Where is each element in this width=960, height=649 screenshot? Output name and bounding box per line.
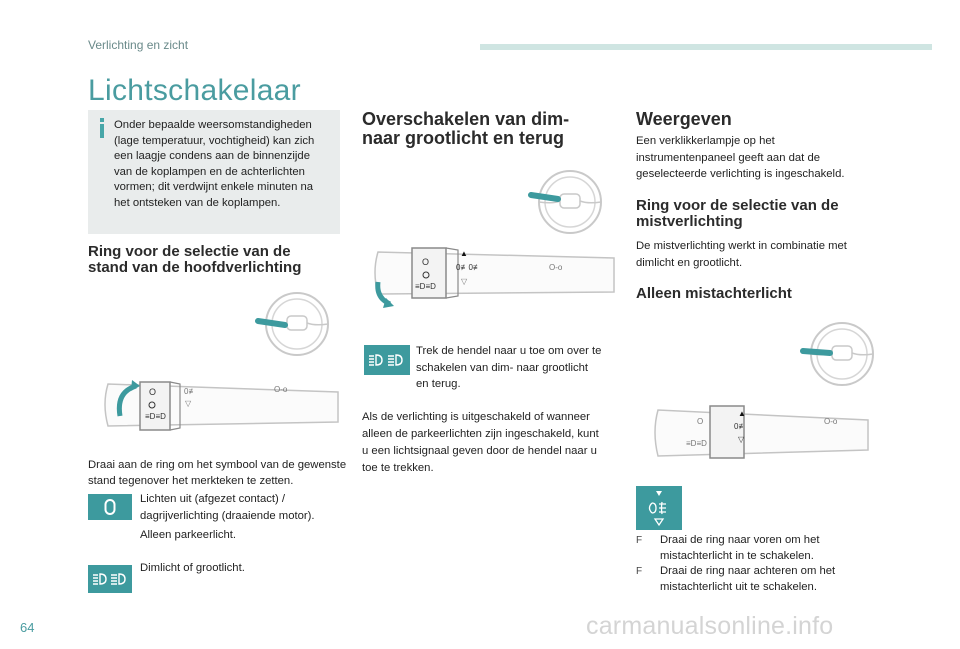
list-item [636,533,835,564]
lights-off-icon [103,498,117,516]
low-high-beam-icon [92,572,128,586]
heading-line: Ring voor de selectie van de [636,197,839,214]
low-high-beam-icon [368,353,406,367]
bullet-line: Draai de ring naar voren om het [660,534,820,546]
item-line: en terug. [416,378,461,390]
bullet-mark: F [636,535,643,546]
list-item [636,564,835,595]
rear-fog-symbol-box [636,486,682,530]
svg-text:O-o: O-o [549,263,563,272]
heading-line: Ring voor de selectie van de [88,243,291,260]
svg-text:▽: ▽ [185,399,192,408]
col1-heading [88,244,301,276]
svg-text:▲: ▲ [738,409,746,418]
caption-line: stand tegenover het merkteken te zetten. [88,475,294,487]
svg-text:O: O [149,387,157,397]
info-icon [100,118,104,138]
section-header: Verlichting en zicht [88,38,189,52]
intro-line: geselecteerde verlichting is ingeschakeld. [636,168,845,180]
svg-text:O-o: O-o [824,417,838,426]
para-line: Als de verlichting is uitgeschakeld of wanneer [362,411,590,423]
svg-text:0≢0≢: 0≢0≢ [456,263,481,272]
item-line: dagrijverlichting (draaiende motor). [140,509,315,522]
info-box [88,110,340,234]
para-line: alleen de parkeerlichten zijn ingeschakeld, kunt [362,428,599,440]
parking-light-text: Alleen parkeerlicht. [140,529,237,541]
col3-bullet-list [636,533,835,595]
svg-text:≡D≡D: ≡D≡D [415,282,436,291]
para-line: u een lichtsignaal geven door de hendel naar u [362,445,597,457]
info-line: van de koplampen en de achterlichten [114,165,305,178]
col3-intro [636,133,845,183]
svg-text:▽: ▽ [461,277,468,286]
lights-off-text [140,491,315,524]
col3-sub2-heading: Alleen mistachterlicht [636,285,792,302]
bullet-line: mistachterlicht in te schakelen. [660,549,814,562]
steering-wheel-illustration [255,290,335,360]
intro-line: Een verklikkerlampje op het [636,135,775,147]
col3-heading: Weergeven [636,109,732,129]
info-line: vormen; dit verdwijnt enkele minuten na [114,181,314,194]
col2-paragraph [362,409,599,477]
steering-wheel-illustration [528,168,608,238]
col3-sub1-heading [636,198,839,230]
item-line: schakelen van dim- naar grootlicht [416,361,589,374]
heading-line: Overschakelen van dim- [362,109,570,129]
svg-text:0≢: 0≢ [184,387,197,396]
heading-line: naar grootlicht en terug [362,128,565,148]
para-line: toe te trekken. [362,462,434,474]
col1-caption [88,457,346,489]
rear-fog-icon [646,489,672,527]
item-line: Lichten uit (afgezet contact) / [140,493,286,505]
svg-text:0≢: 0≢ [734,422,747,431]
caption-line: Draai aan de ring om het symbool van de gewenste [88,459,347,471]
steering-wheel-illustration [800,320,880,390]
svg-text:≡D≡D: ≡D≡D [686,439,707,448]
watermark: carmanualsonline.info [586,612,834,640]
low-high-beam-symbol-box [88,565,132,593]
page-number: 64 [20,620,35,635]
bullet-line: mistachterlicht uit te schakelen. [660,580,817,593]
svg-text:▽: ▽ [738,435,745,444]
info-line: het ontsteken van de koplampen. [114,196,281,209]
text-line: De mistverlichting werkt in combinatie met [636,240,847,252]
info-line: (lage temperatuur, vochtigheid) kan zich [114,134,315,147]
bullet-mark: F [636,566,643,577]
flash-beam-text [416,343,601,393]
fog-light-stalk-illustration [648,398,872,464]
flash-beam-symbol-box [364,345,410,375]
svg-text:▲: ▲ [460,249,468,258]
lights-off-symbol-box [88,494,132,520]
info-line: een laagje condens aan de binnenzijde [114,150,310,163]
item-line: Trek de hendel naar u toe om over te [416,345,602,357]
col3-sub1-text [636,238,847,271]
low-high-beam-text: Dimlicht of grootlicht. [140,562,245,574]
svg-text:O: O [697,417,704,426]
light-stalk-illustration [98,370,342,436]
heading-line: mistverlichting [636,213,743,230]
text-line: dimlicht en grootlicht. [636,256,743,269]
svg-text:O: O [422,257,430,267]
bullet-line: Draai de ring naar achteren om het [660,565,836,577]
heading-line: stand van de hoofdverlichting [88,259,302,276]
intro-line: instrumentenpaneel geeft aan dat de [636,151,821,164]
col2-heading [362,110,569,148]
svg-text:O-o: O-o [274,385,288,394]
svg-text:≡D≡D: ≡D≡D [145,412,166,421]
light-stalk-flash-illustration [364,238,618,310]
info-line: Onder bepaalde weersomstandigheden [114,119,312,131]
header-bar [480,44,932,50]
page-title: Lichtschakelaar [88,74,301,107]
